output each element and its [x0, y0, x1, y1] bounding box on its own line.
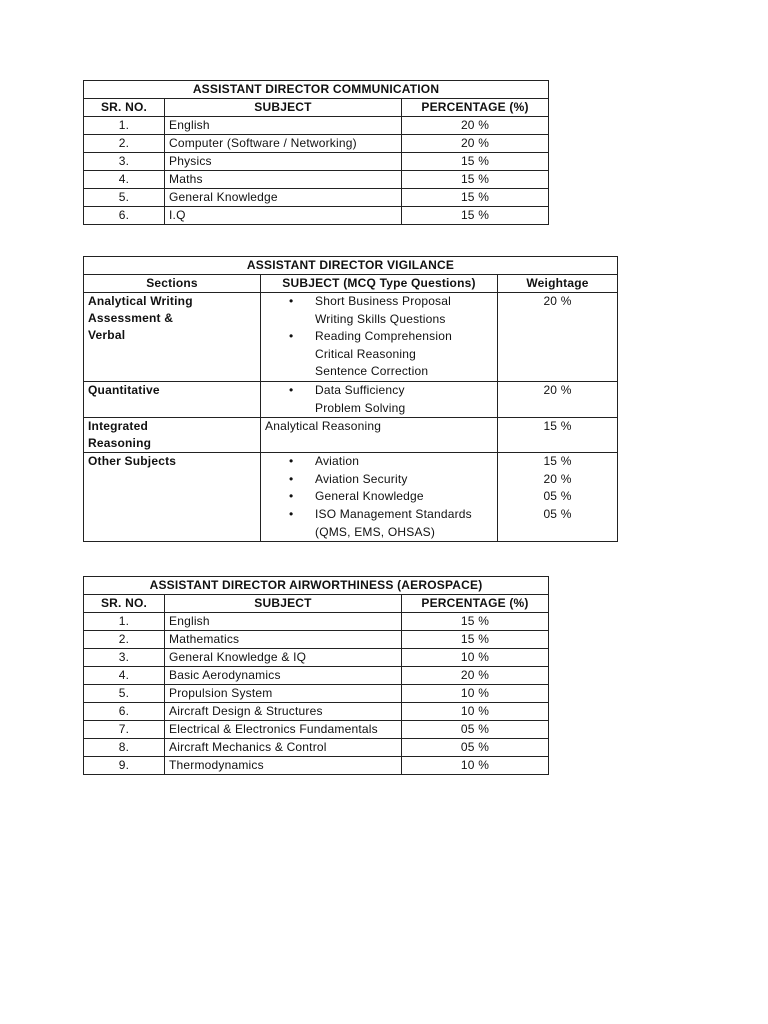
table-row — [84, 721, 549, 739]
weightage-value: 05 % — [543, 506, 572, 521]
subject-cell: English — [165, 613, 402, 631]
subject-cell: Basic Aerodynamics — [165, 667, 402, 685]
sr-no-cell: 7. — [84, 721, 165, 739]
sr-no-cell: 5. — [84, 685, 165, 703]
sr-no-cell: 1. — [84, 613, 165, 631]
table-row — [84, 117, 549, 135]
table-row — [84, 418, 618, 453]
header-subject-mcq: SUBJECT (MCQ Type Questions) — [261, 275, 498, 293]
item-line: Sentence Correction — [315, 364, 429, 379]
table-row — [84, 631, 549, 649]
header-sr-no: SR. NO. — [84, 99, 165, 117]
airworthiness-rows — [84, 613, 549, 775]
weightage-value: 15 % — [543, 454, 572, 469]
list-item — [289, 453, 493, 471]
subject-cell — [261, 453, 498, 542]
weightage-value: 20 % — [543, 294, 572, 308]
weightage-cell — [498, 293, 618, 382]
section-line: Reasoning — [88, 436, 152, 451]
sr-no-cell: 1. — [84, 117, 165, 135]
header-sr-no: SR. NO. — [84, 595, 165, 613]
percentage-cell: 15 % — [402, 207, 549, 225]
communication-title: ASSISTANT DIRECTOR COMMUNICATION — [84, 81, 549, 99]
percentage-cell: 15 % — [402, 613, 549, 631]
bullet-icon: • — [289, 454, 294, 469]
table-row — [84, 739, 549, 757]
subject-cell: Propulsion System — [165, 685, 402, 703]
sr-no-cell: 6. — [84, 207, 165, 225]
sr-no-cell: 3. — [84, 153, 165, 171]
item-line: Aviation Security — [315, 471, 408, 486]
airworthiness-title: ASSISTANT DIRECTOR AIRWORTHINESS (AEROSPACE) — [84, 577, 549, 595]
subject-cell: Electrical & Electronics Fundamentals — [165, 721, 402, 739]
table-row — [84, 293, 618, 382]
section-line: Verbal — [88, 328, 126, 342]
table-row — [84, 685, 549, 703]
item-line: Critical Reasoning — [315, 346, 416, 361]
vigilance-rows — [84, 293, 618, 542]
list-item — [289, 471, 493, 489]
section-cell — [84, 381, 261, 417]
item-line: Writing Skills Questions — [315, 311, 446, 326]
table-row — [84, 171, 549, 189]
bullet-icon: • — [289, 294, 294, 308]
percentage-cell: 15 % — [402, 171, 549, 189]
percentage-cell: 20 % — [402, 667, 549, 685]
percentage-cell: 05 % — [402, 721, 549, 739]
section-cell — [84, 418, 261, 453]
subject-cell: Mathematics — [165, 631, 402, 649]
percentage-cell: 20 % — [402, 135, 549, 153]
table-row — [84, 667, 549, 685]
sr-no-cell: 8. — [84, 739, 165, 757]
sr-no-cell: 2. — [84, 135, 165, 153]
sr-no-cell: 9. — [84, 757, 165, 775]
table-row — [84, 189, 549, 207]
section-line: Quantitative — [88, 382, 160, 397]
table-row — [84, 381, 618, 417]
percentage-cell: 20 % — [402, 117, 549, 135]
item-line: Data Sufficiency — [315, 382, 405, 397]
item-line: (QMS, EMS, OHSAS) — [315, 524, 436, 539]
list-item — [289, 382, 493, 417]
section-line: Analytical Writing — [88, 294, 193, 308]
subject-cell: Computer (Software / Networking) — [165, 135, 402, 153]
item-line: Short Business Proposal — [315, 294, 452, 308]
sr-no-cell: 2. — [84, 631, 165, 649]
section-cell — [84, 293, 261, 382]
airworthiness-table — [83, 576, 549, 775]
subject-cell — [261, 293, 498, 382]
sr-no-cell: 6. — [84, 703, 165, 721]
weightage-value: 20 % — [543, 471, 572, 486]
table-row — [84, 649, 549, 667]
table-row — [84, 207, 549, 225]
subject-cell — [261, 381, 498, 417]
weightage-cell — [498, 381, 618, 417]
subject-cell: Thermodynamics — [165, 757, 402, 775]
bullet-icon: • — [289, 471, 294, 486]
bullet-icon: • — [289, 489, 294, 504]
subject-cell: Aircraft Mechanics & Control — [165, 739, 402, 757]
section-cell — [84, 453, 261, 542]
sr-no-cell: 3. — [84, 649, 165, 667]
list-item — [289, 293, 493, 328]
table-row — [84, 703, 549, 721]
weightage-value: 05 % — [543, 489, 572, 504]
weightage-cell — [498, 453, 618, 542]
percentage-cell: 10 % — [402, 649, 549, 667]
header-percentage: PERCENTAGE (%) — [402, 595, 549, 613]
percentage-cell: 10 % — [402, 685, 549, 703]
table-row — [84, 135, 549, 153]
subject-cell: General Knowledge & IQ — [165, 649, 402, 667]
percentage-cell: 05 % — [402, 739, 549, 757]
weightage-cell — [498, 418, 618, 453]
section-line: Integrated — [88, 419, 149, 434]
list-item — [289, 328, 493, 381]
header-percentage: PERCENTAGE (%) — [402, 99, 549, 117]
subject-list — [265, 453, 493, 541]
percentage-cell: 10 % — [402, 703, 549, 721]
subject-cell: General Knowledge — [165, 189, 402, 207]
section-line: Other Subjects — [88, 454, 177, 469]
percentage-cell: 10 % — [402, 757, 549, 775]
item-line: Analytical Reasoning — [265, 419, 382, 434]
subject-cell: I.Q — [165, 207, 402, 225]
sr-no-cell: 5. — [84, 189, 165, 207]
subject-list — [265, 382, 493, 417]
subject-cell — [261, 418, 498, 453]
subject-cell: Maths — [165, 171, 402, 189]
header-subject: SUBJECT — [165, 595, 402, 613]
table-row — [84, 153, 549, 171]
bullet-icon: • — [289, 506, 294, 521]
bullet-icon: • — [289, 329, 294, 344]
subject-cell: English — [165, 117, 402, 135]
percentage-cell: 15 % — [402, 631, 549, 649]
item-line: Problem Solving — [315, 400, 406, 415]
subject-list — [265, 293, 493, 381]
weightage-value: 20 % — [543, 382, 572, 397]
sr-no-cell: 4. — [84, 667, 165, 685]
percentage-cell: 15 % — [402, 189, 549, 207]
communication-rows — [84, 117, 549, 225]
item-line: Aviation — [315, 454, 360, 469]
list-item — [289, 488, 493, 506]
vigilance-table — [83, 256, 618, 542]
header-sections: Sections — [84, 275, 261, 293]
table-row — [84, 453, 618, 542]
communication-table — [83, 80, 549, 225]
list-item — [289, 506, 493, 541]
item-line: General Knowledge — [315, 489, 424, 504]
item-line: ISO Management Standards — [315, 506, 472, 521]
vigilance-title: ASSISTANT DIRECTOR VIGILANCE — [84, 257, 618, 275]
percentage-cell: 15 % — [402, 153, 549, 171]
subject-cell: Physics — [165, 153, 402, 171]
bullet-icon: • — [289, 382, 294, 397]
section-line: Assessment & — [88, 311, 174, 325]
table-row — [84, 613, 549, 631]
header-subject: SUBJECT — [165, 99, 402, 117]
item-line: Reading Comprehension — [315, 329, 452, 344]
subject-cell: Aircraft Design & Structures — [165, 703, 402, 721]
table-row — [84, 757, 549, 775]
header-weightage: Weightage — [498, 275, 618, 293]
sr-no-cell: 4. — [84, 171, 165, 189]
weightage-value: 15 % — [543, 419, 572, 434]
